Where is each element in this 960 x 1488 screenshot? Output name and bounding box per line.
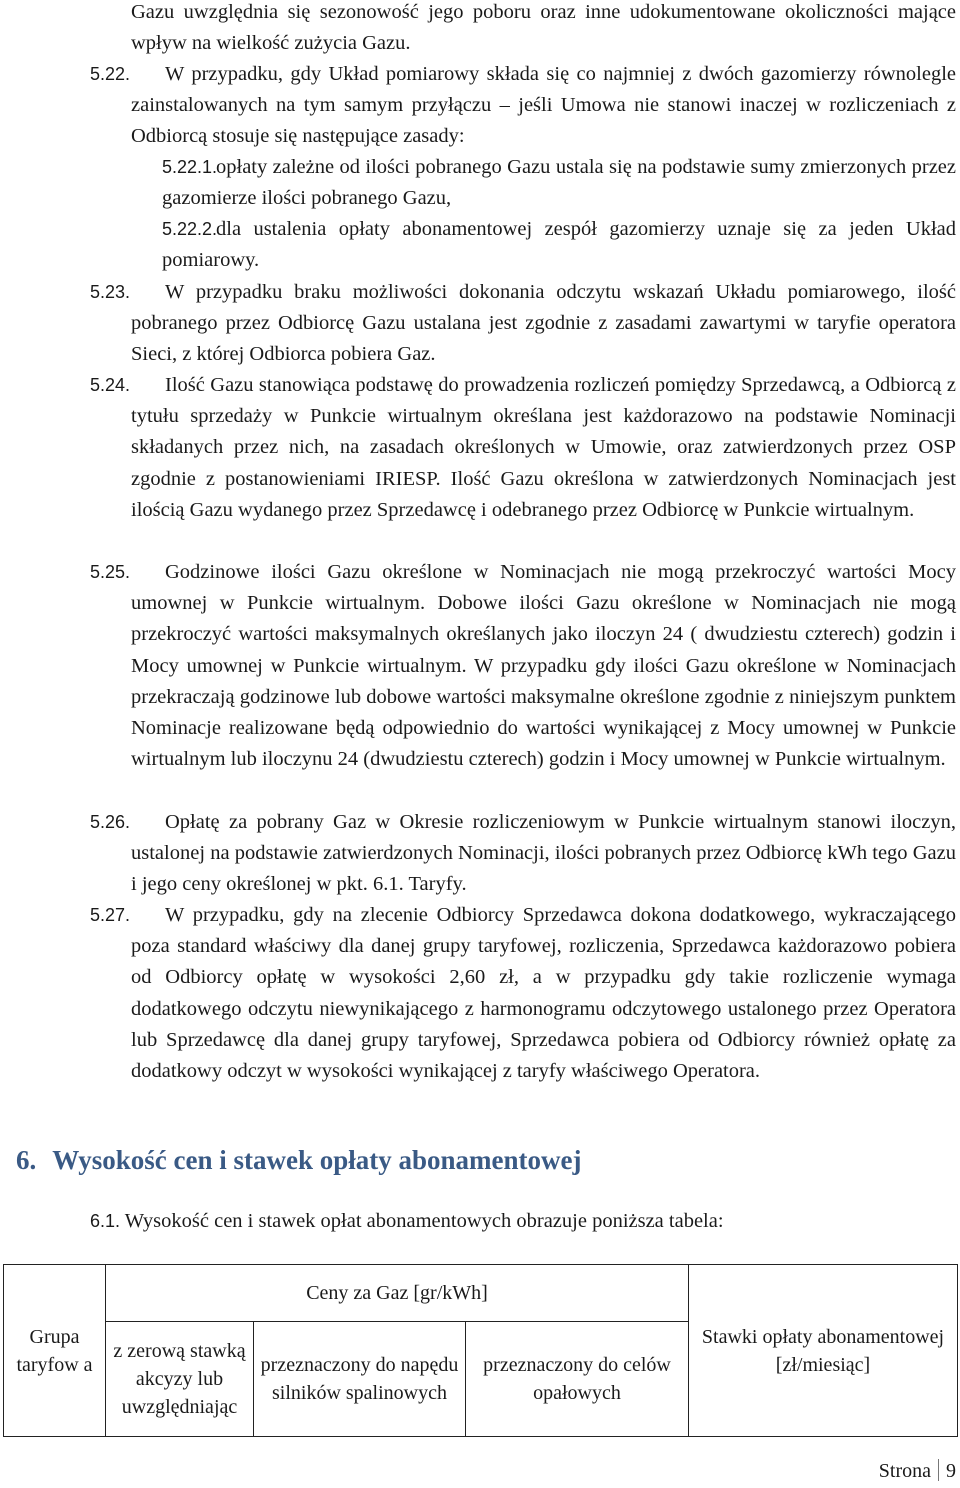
- page-number: 9: [946, 1460, 956, 1482]
- page-footer: [879, 1459, 956, 1483]
- heading-number: 6.: [16, 1145, 37, 1175]
- section-5-23-text: W przypadku braku możliwości dokonania odczytu wskazań Układu pomiarowego, ilość pobranego przez Odbiorcę Gazu ustalana jest zgodnie z zasadami zawartymi w taryfie operatora Sieci, z której Odbiorca pobiera Gaz.: [131, 281, 956, 366]
- table-header-row: [4, 1265, 958, 1322]
- section-number-5-24: 5.24.: [90, 375, 131, 395]
- header-heating-fuel: przeznaczony do celów opałowych: [466, 1322, 689, 1437]
- section-5-26-text: Opłatę za pobrany Gaz w Okresie rozliczeniowym w Punkcie wirtualnym stanowi iloczyn, ustalonej na podstawie zatwierdzonych Nominacji, ilości pobranych przez Odbiorcę kWh tego Gazu i jego ceny określonej w pkt. 6.1. Taryfy.: [131, 811, 956, 896]
- header-zero-excise: z zerową stawką akcyzy lub uwzględniając: [106, 1322, 254, 1437]
- heading-text: Wysokość cen i stawek opłaty abonamentowej: [52, 1145, 582, 1175]
- section-5-27-text: W przypadku, gdy na zlecenie Odbiorcy Sprzedawca dokona dodatkowego, wykraczającego poza standard właściwy dla danej grupy taryfowej, rozliczenia, Sprzedawca każdorazowo pobiera od Odbiorcy opłatę w wysokości 2,60 zł, a w przypadku gdy takie rozliczenie wymaga dodatkowego odczytu niewynikającego z harmonogramu odczytowego ustalonego przez Operatora lub Sprzedawcę dla danej grupy taryfowej, Sprzedawca pobiera od Odbiorcy również opłatę za dodatkowy odczyt w wysokości wynikającej z taryfy właściwego Operatora.: [131, 904, 956, 1083]
- section-number-5-23: 5.23.: [90, 282, 131, 302]
- section-5-22-text: W przypadku, gdy Układ pomiarowy składa się co najmniej z dwóch gazomierzy równolegle zainstalowanych na tym samym przyłączu – jeśli Umowa nie stanowi inaczej w rozliczeniach z Odbiorcą stosuje się następujące zasady:: [131, 63, 956, 148]
- subsection-5-22-1: [162, 152, 956, 214]
- section-number-5-26: 5.26.: [90, 812, 131, 832]
- subsection-5-22-2: [162, 214, 956, 276]
- footer-label: Strona: [878, 1460, 931, 1482]
- section-5-24-text: Ilość Gazu stanowiąca podstawę do prowadzenia rozliczeń pomiędzy Sprzedawcą, a Odbiorcą z tytułu sprzedaży w Punkcie wirtualnym określana jest każdorazowo na podstawie Nominacji składanych przez nich, na zasadach określonych w Umowie, oraz zatwierdzonych przez OSP zgodnie z postanowieniami IRIESP. Ilość Gazu określona w zatwierdzonych Nominacjach jest ilością Gazu wydanego przez Sprzedawcę i odebranego przez Odbiorcę w Punkcie wirtualnym.: [131, 374, 956, 521]
- subsection-number: 5.22.1.: [162, 157, 218, 177]
- header-subscription-rates: Stawki opłaty abonamentowej [zł/miesiąc]: [689, 1265, 958, 1437]
- section-number-5-25: 5.25.: [90, 562, 131, 582]
- section-number-6-1: 6.1.: [90, 1211, 121, 1231]
- section-6-1-text: Wysokość cen i stawek opłat abonamentowych obrazuje poniższa tabela:: [124, 1210, 724, 1232]
- section-6-1: [90, 1210, 724, 1233]
- subsection-text: opłaty zależne od ilości pobranego Gazu ustala się na podstawie sumy zmierzonych przez gazomierze ilości pobranego Gazu,: [162, 156, 956, 210]
- section-5-25-text: Godzinowe ilości Gazu określone w Nominacjach nie mogą przekroczyć wartości Mocy umownej w Punkcie wirtualnym. Dobowe ilości Gazu określone w Nominacjach nie mogą przekroczyć wartości maksymalnych określanych jako iloczyn 24 ( dwudziestu czterech) godzin i Mocy umownej w Punkcie wirtualnym. W przypadku gdy ilości Gazu określone w Nominacjach przekraczają godzinowe lub dobowe wartości maksymalne określone zgodnie z niniejszym punktem Nominacje realizowane będą odpowiednio do wartości wynikającej z Mocy umownej w Punkcie wirtualnym lub iloczynu 24 (dwudziestu czterech) godzin i Mocy umownej w Punkcie wirtualnym.: [131, 561, 956, 771]
- header-gas-prices: Ceny za Gaz [gr/kWh]: [106, 1265, 689, 1322]
- subsection-number: 5.22.2.: [162, 219, 218, 239]
- header-tariff-group: Grupa taryfow a: [4, 1265, 106, 1437]
- section-number-5-22: 5.22.: [90, 64, 131, 84]
- section-heading-6: [16, 1145, 582, 1176]
- header-engine-fuel: przeznaczony do napędu silników spalinowych: [254, 1322, 466, 1437]
- paragraph-continuation: Gazu uwzględnia się sezonowość jego poboru oraz inne udokumentowane okoliczności mające wpływ na wielkość zużycia Gazu.: [131, 1, 956, 55]
- footer-divider: [938, 1459, 939, 1481]
- section-number-5-27: 5.27.: [90, 905, 131, 925]
- subsection-text: dla ustalenia opłaty abonamentowej zespół gazomierzy uznaje się za jeden Układ pomiarowy.: [162, 218, 956, 272]
- rates-table: [3, 1264, 958, 1437]
